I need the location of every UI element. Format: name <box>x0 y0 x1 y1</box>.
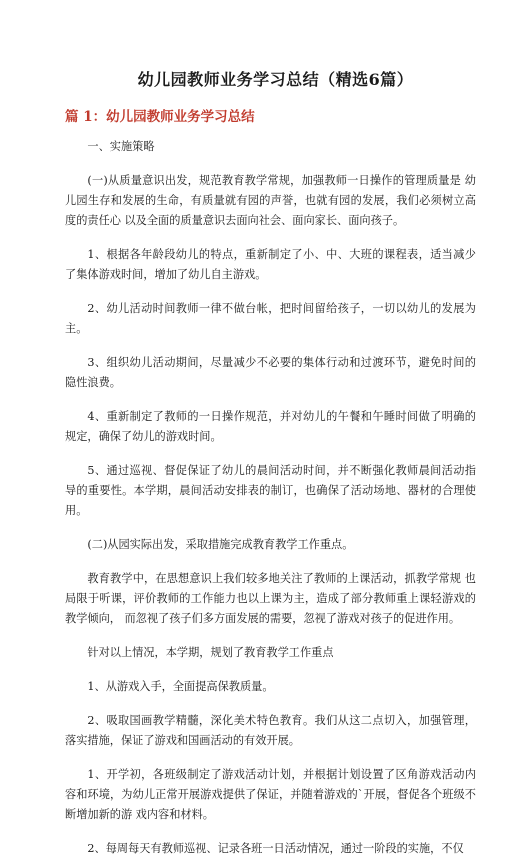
paragraph: 一、实施策略 <box>87 140 155 153</box>
paragraph: 1、开学初，各班级制定了游戏活动计划，并根据计划设置了区角游戏活动内 容和环境，为幼儿正常开展游戏提供了保证，并随着游戏的`开展，督促各个班级不断增加新的游 戏内容和材料。 <box>65 768 476 821</box>
paragraph: 2、每周每天有教师巡视、记录各班一日活动情况，通过一阶段的实施，不仅 <box>87 842 464 855</box>
paragraph: (二)从园实际出发，采取措施完成教育教学工作重点。 <box>87 538 354 551</box>
paragraph: 4、重新制定了教师的一日操作规范，并对幼儿的午餐和午睡时间做了明确的 规定，确保了幼儿的游戏时间。 <box>65 410 476 443</box>
paragraph: 针对以上情况，本学期，规划了教育教学工作重点 <box>87 646 334 659</box>
paragraph: 3、组织幼儿活动期间，尽量减少不必要的集体行动和过渡环节，避免时间的 隐性浪费。 <box>65 356 476 389</box>
paragraph: 1、根据各年龄段幼儿的特点，重新制定了小、中、大班的课程表，适当减少 了集体游戏时间，增加了幼儿自主游戏。 <box>65 248 476 281</box>
paragraph: 2、吸取国画教学精髓，深化美术特色教育。我们从这二点切入，加强管理， 落实措施，保证了游戏和国画活动的有效开展。 <box>65 714 476 747</box>
section-heading: 篇 1：幼儿园教师业务学习总结 <box>65 109 255 125</box>
document-title: 幼儿园教师业务学习总结（精选6篇） <box>137 70 414 89</box>
paragraph: 5、通过巡视、督促保证了幼儿的晨间活动时间，并不断强化教师晨间活动指 导的重要性。本学期，晨间活动安排表的制订，也确保了活动场地、器材的合理使用。 <box>65 464 476 517</box>
paragraph: 2、幼儿活动时间教师一律不做台帐，把时间留给孩子，一切以幼儿的发展为 主。 <box>65 302 476 335</box>
paragraph: 教育教学中，在思想意识上我们较多地关注了教师的上课活动，抓教学常规 也局限于听课，评价教师的工作能力也以上课为主，造成了部分教师重上课轻游戏的教学倾向， 而忽视了孩子们多方面发展的需要，忽视了游戏对孩子的促进作用。 <box>65 572 476 625</box>
paragraph: 1、从游戏入手，全面提高保教质量。 <box>87 680 274 693</box>
paragraph: (一)从质量意识出发，规范教育教学常规，加强教师一日操作的管理质量是 幼儿园生存和发展的生命，有质量就有园的声誉，也就有园的发展，我们必须树立高度的责任心 以及全面的质量意识去面向社会、面向家长、面向孩子。 <box>65 174 476 227</box>
